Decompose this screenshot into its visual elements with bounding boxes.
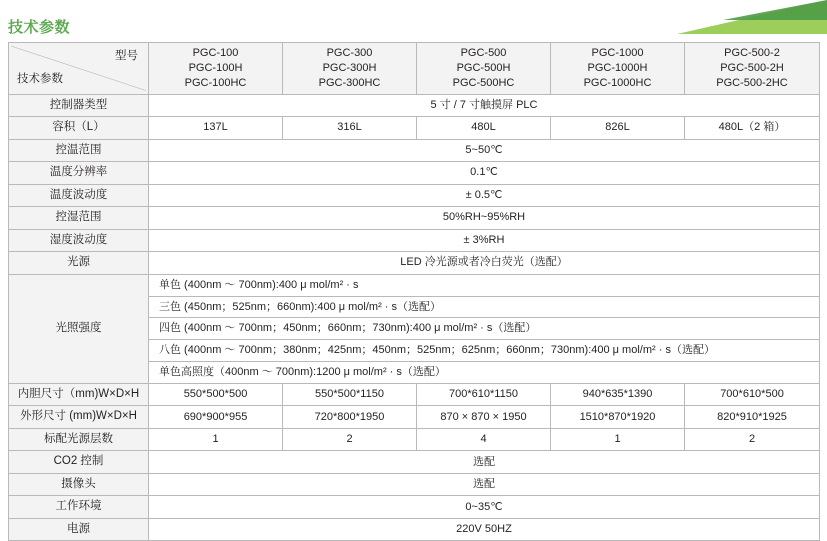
model-header-1: PGC-100 PGC-100H PGC-100HC (149, 43, 283, 95)
model-header-2: PGC-300 PGC-300H PGC-300HC (283, 43, 417, 95)
light-intensity-line-3: 四色 (400nm ～ 700nm；450nm；660nm；730nm):400 μ mol/m² · s（选配） (149, 318, 820, 340)
light-intensity-line-2: 三色 (450nm；525nm；660nm):400 μ mol/m² · s（选配） (149, 296, 820, 318)
row-label: 温度波动度 (9, 184, 149, 207)
row-value: 50%RH~95%RH (149, 207, 820, 230)
row-value: LED 冷光源或者冷白荧光（选配） (149, 252, 820, 275)
model-header-5: PGC-500-2 PGC-500-2H PGC-500-2HC (685, 43, 820, 95)
table-header-row (9, 43, 820, 95)
table-row (9, 229, 820, 252)
table-row (9, 451, 820, 474)
table-row (9, 406, 820, 429)
table-row (9, 428, 820, 451)
row-label: 工作环境 (9, 496, 149, 519)
light-intensity-line-4: 八色 (400nm ～ 700nm；380nm；425nm；450nm；525nm；625nm；660nm；730nm):400 μ mol/m² · s（选配） (149, 340, 820, 362)
row-value-2: 2 (283, 428, 417, 451)
row-label: 温度分辨率 (9, 162, 149, 185)
row-label: 电源 (9, 518, 149, 541)
row-value-1: 550*500*500 (149, 383, 283, 406)
table-row (9, 383, 820, 406)
row-label: 容积（L） (9, 117, 149, 140)
row-label: 摄像头 (9, 473, 149, 496)
table-row (9, 139, 820, 162)
row-value-5: 820*910*1925 (685, 406, 820, 429)
row-value: 5~50℃ (149, 139, 820, 162)
row-value: 0.1℃ (149, 162, 820, 185)
light-intensity-line-1: 单色 (400nm ～ 700nm):400 μ mol/m² · s (149, 274, 820, 296)
table-row (9, 184, 820, 207)
row-value: 选配 (149, 451, 820, 474)
row-value-4: 826L (551, 117, 685, 140)
light-intensity-row (9, 274, 820, 296)
row-label: 内胆尺寸（mm)W×D×H (9, 383, 149, 406)
table-row (9, 252, 820, 275)
row-label: 光源 (9, 252, 149, 275)
header-model-label: 型号 (115, 50, 138, 62)
row-value-1: 690*900*955 (149, 406, 283, 429)
row-value-2: 720*800*1950 (283, 406, 417, 429)
corner-decoration (527, 0, 827, 34)
row-label: 控温范围 (9, 139, 149, 162)
light-intensity-label: 光照强度 (9, 274, 149, 383)
row-value: 0~35℃ (149, 496, 820, 519)
specifications-table (8, 42, 820, 541)
table-row (9, 207, 820, 230)
row-value-4: 1 (551, 428, 685, 451)
row-value-5: 2 (685, 428, 820, 451)
table-row (9, 496, 820, 519)
row-value: ± 0.5℃ (149, 184, 820, 207)
row-label: CO2 控制 (9, 451, 149, 474)
row-value: ± 3%RH (149, 229, 820, 252)
row-value-2: 316L (283, 117, 417, 140)
row-value: 220V 50HZ (149, 518, 820, 541)
light-intensity-line-5: 单色高照度（400nm ～ 700nm):1200 μ mol/m² · s（选配） (149, 362, 820, 384)
table-row (9, 117, 820, 140)
model-header-4: PGC-1000 PGC-1000H PGC-1000HC (551, 43, 685, 95)
row-value-1: 137L (149, 117, 283, 140)
row-label: 湿度波动度 (9, 229, 149, 252)
table-row (9, 473, 820, 496)
row-value-4: 940*635*1390 (551, 383, 685, 406)
row-label: 控制器类型 (9, 94, 149, 117)
header-corner-cell (9, 43, 149, 95)
row-value-3: 4 (417, 428, 551, 451)
row-value-3: 480L (417, 117, 551, 140)
row-value-5: 700*610*500 (685, 383, 820, 406)
row-value-3: 870 × 870 × 1950 (417, 406, 551, 429)
row-label: 外形尺寸 (mm)W×D×H (9, 406, 149, 429)
row-value-4: 1510*870*1920 (551, 406, 685, 429)
header-spec-label: 技术参数 (17, 73, 63, 86)
row-value: 选配 (149, 473, 820, 496)
table-row (9, 518, 820, 541)
row-value-2: 550*500*1150 (283, 383, 417, 406)
row-value-1: 1 (149, 428, 283, 451)
table-row (9, 162, 820, 185)
model-header-3: PGC-500 PGC-500H PGC-500HC (417, 43, 551, 95)
page-title: 技术参数 (8, 19, 71, 36)
row-value-5: 480L（2 箱） (685, 117, 820, 140)
table-row (9, 94, 820, 117)
row-value-3: 700*610*1150 (417, 383, 551, 406)
row-label: 控湿范围 (9, 207, 149, 230)
row-value: 5 寸 / 7 寸触摸屏 PLC (149, 94, 820, 117)
row-label: 标配光源层数 (9, 428, 149, 451)
